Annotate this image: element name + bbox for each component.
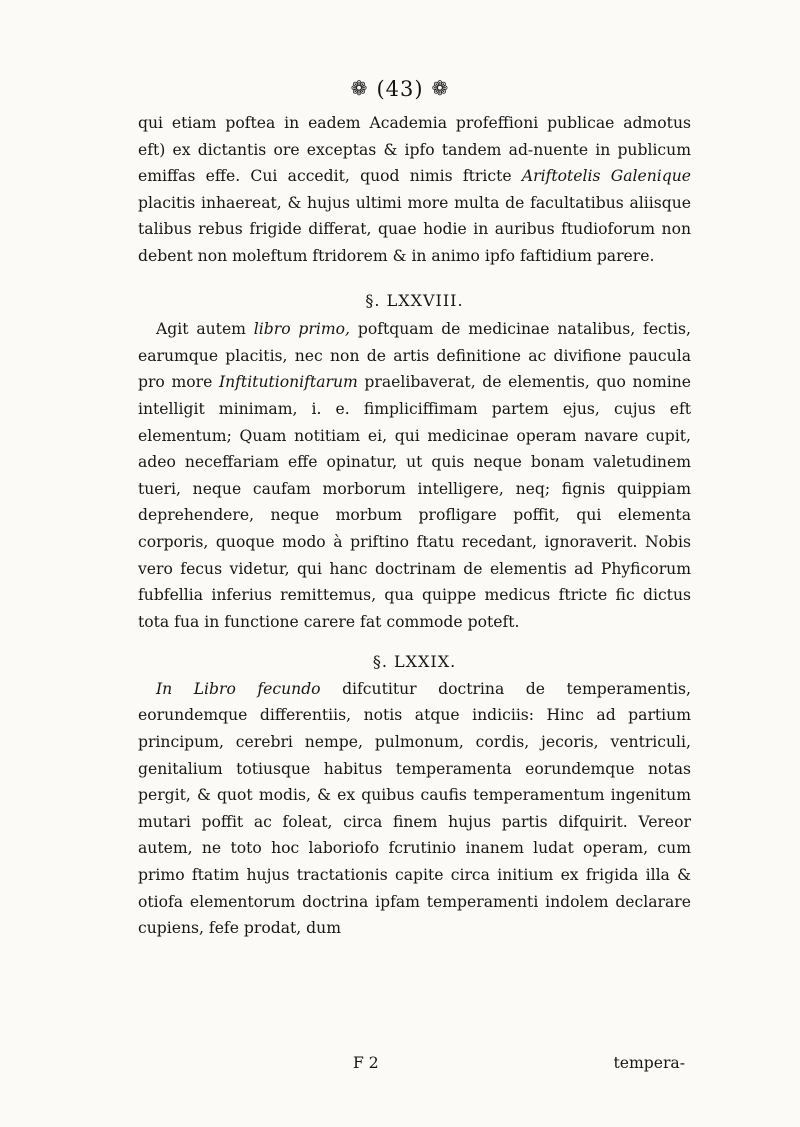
- section-heading-lxxviii: §. LXXVIII.: [365, 290, 464, 310]
- paragraph-2-italic-b: Inftitutioniftarum: [218, 373, 358, 392]
- paragraph-3: [138, 676, 691, 942]
- paragraph-2-text-a: Agit autem: [156, 320, 254, 339]
- ornament-left-icon: ❁: [350, 76, 369, 100]
- page-header: [0, 76, 800, 101]
- paragraph-1-italic-a: Ariftotelis Galenique: [521, 167, 691, 186]
- signature-mark: F 2: [353, 1054, 379, 1072]
- paragraph-2-italic-a: libro primo,: [253, 320, 350, 339]
- paragraph-1: [138, 110, 691, 270]
- ornament-right-icon: ❁: [431, 76, 450, 100]
- section-heading-lxxix: §. LXXIX.: [372, 652, 457, 672]
- main-text: [138, 110, 691, 942]
- paragraph-3-italic-a: In Libro fecundo: [156, 679, 321, 698]
- paragraph-2-text-b: poftquam de medicinae natalibus, fectis, earumque placitis, nec non de artis definitione ac divifione paucula pro more: [138, 320, 691, 392]
- paragraph-1-text-a: qui etiam poftea in eadem Academia profeffioni publicae admotus eft) ex dictantis ore exceptas & ipfo tandem ad-nuente in publicum emiffas effe. Cui accedit, quod nimis ftricte: [138, 114, 691, 186]
- page-number: (43): [376, 77, 424, 101]
- catchword: tempera-: [613, 1054, 685, 1072]
- paragraph-2: [138, 316, 691, 635]
- paragraph-1-text-b: placitis inhaereat, & hujus ultimi more multa de facultatibus aliisque talibus rebus frigide differat, quae hodie in auribus ftudioforum non debent non moleftum ftridorem & in animo ipfo faftidium parere.: [138, 193, 691, 265]
- paragraph-2-text-c: praelibaverat, de elementis, quo nomine intelligit minimam, i. e. fimpliciffimam partem ejus, cujus eft elementum; Quam notitiam ei, qui medicinae operam navare cupit, adeo neceffariam effe opinatur, ut quis neque bonam valetudinem tueri, neque caufam morborum intelligere, neq; fignis quippiam deprehendere, neque morbum profligare poffit, qui elementa corporis, quoque modo à priftino ftatu recedant, ignoraverit. Nobis vero fecus videtur, qui hanc doctrinam de elementis ad Phyficorum fubfellia inferius remittemus, qua quippe medicus ftricte fic dictus tota fua in functione carere fat commode poteft.: [138, 373, 691, 631]
- paragraph-3-text-a: difcutitur doctrina de temperamentis, eorundemque differentiis, notis atque indiciis: Hinc ad partium principum, cerebri nempe, pulmonum, cordis, jecoris, ventriculi, genitalium totiusque habitus temperamenta eorundemque notas pergit, & quot modis, & ex quibus caufis temperamentum ingenitum mutari poffit ac foleat, circa finem hujus partis difquirit. Vereor autem, ne toto hoc laboriofo fcrutinio inanem ludat operam, cum primo ftatim hujus tractationis capite circa initium ex frigida illa & otiofa elementorum doctrina ipfam temperamenti indolem declarare cupiens, fefe prodat, dum: [138, 679, 691, 938]
